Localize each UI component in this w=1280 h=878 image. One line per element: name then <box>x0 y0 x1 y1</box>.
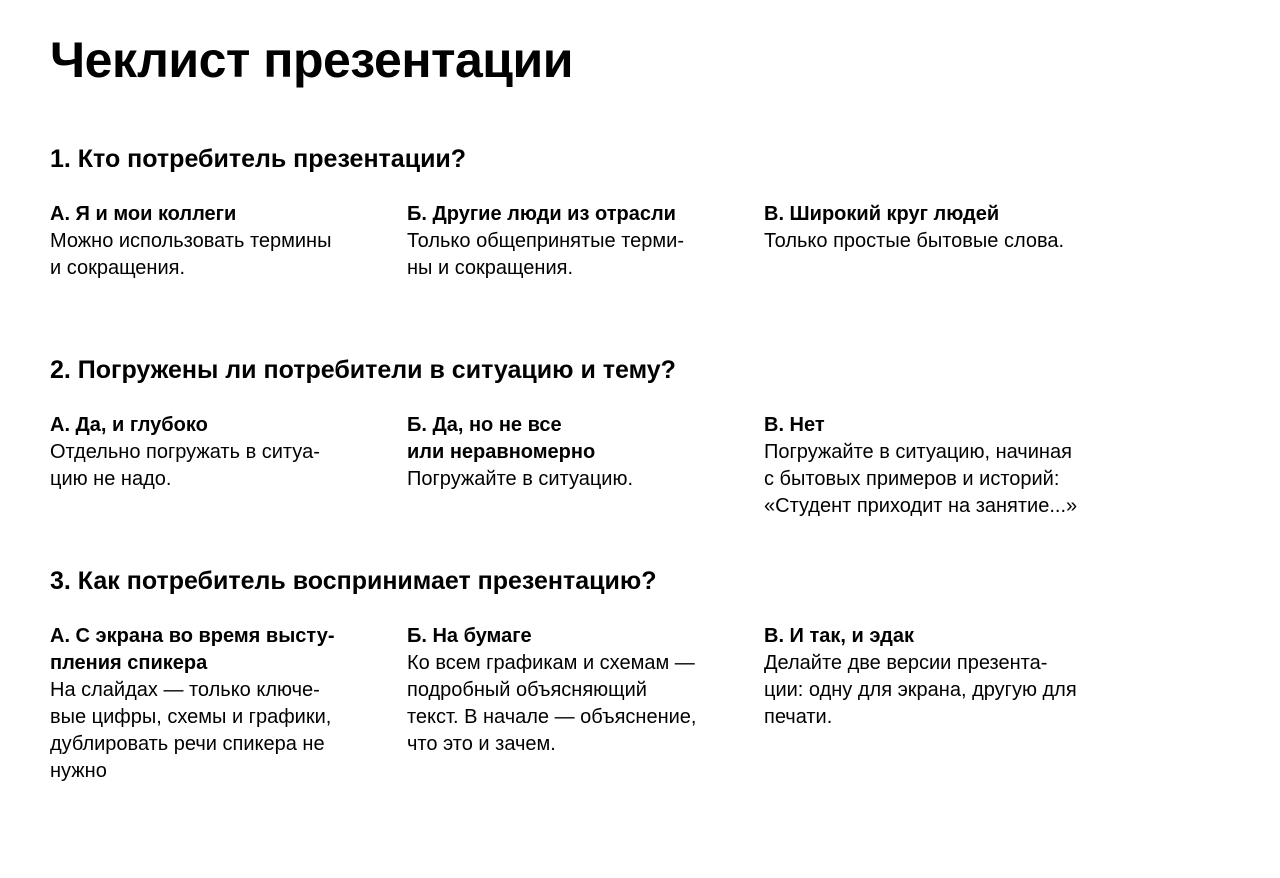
option-text: На слайдах — только ключе- вые цифры, схемы и графики, дублировать речи спикера не нужно <box>50 679 332 782</box>
option-b <box>407 201 764 282</box>
option-title: Б. Да, но не все или неравномерно <box>407 414 596 463</box>
options-row <box>50 412 1190 520</box>
option-title: Б. На бумаге <box>407 625 532 647</box>
section-perception <box>50 565 1190 785</box>
option-b <box>407 412 764 520</box>
section-title: 1. Кто потребитель презентации? <box>50 145 467 173</box>
option-title: Б. Другие люди из отрасли <box>407 203 676 225</box>
option-title: В. Широкий круг людей <box>764 203 1000 225</box>
option-c <box>764 412 1121 520</box>
option-text: Можно использовать термины и сокращения. <box>50 230 332 279</box>
option-title: В. И так, и эдак <box>764 625 914 647</box>
option-title: А. Я и мои коллеги <box>50 203 237 225</box>
section-title: 3. Как потребитель воспринимает презентацию? <box>50 567 657 595</box>
option-c <box>764 623 1121 785</box>
option-text: Ко всем графикам и схемам — подробный объясняющий текст. В начале — объяснение, что это и зачем. <box>407 652 697 755</box>
options-row <box>50 201 1190 282</box>
option-b <box>407 623 764 785</box>
option-a <box>50 201 407 282</box>
option-text: Только общепринятые терми- ны и сокращения. <box>407 230 684 279</box>
option-text: Делайте две версии презента- ции: одну для экрана, другую для печати. <box>764 652 1077 728</box>
option-text: Погружайте в ситуацию. <box>407 468 634 490</box>
options-row <box>50 623 1190 785</box>
option-c <box>764 201 1121 282</box>
option-title: В. Нет <box>764 414 825 436</box>
option-title: А. Да, и глубоко <box>50 414 208 436</box>
option-a <box>50 623 407 785</box>
option-text: Погружайте в ситуацию, начиная с бытовых примеров и историй: «Студент приходит на занятие...» <box>764 441 1078 517</box>
option-title: А. С экрана во время высту- пления спикера <box>50 625 335 674</box>
page-title: Чеклист презентации <box>50 32 574 88</box>
section-immersion <box>50 354 1190 520</box>
option-text: Отдельно погружать в ситуа- цию не надо. <box>50 441 320 490</box>
option-text: Только простые бытовые слова. <box>764 230 1065 252</box>
section-audience <box>50 143 1190 282</box>
option-a <box>50 412 407 520</box>
section-title: 2. Погружены ли потребители в ситуацию и тему? <box>50 356 676 384</box>
